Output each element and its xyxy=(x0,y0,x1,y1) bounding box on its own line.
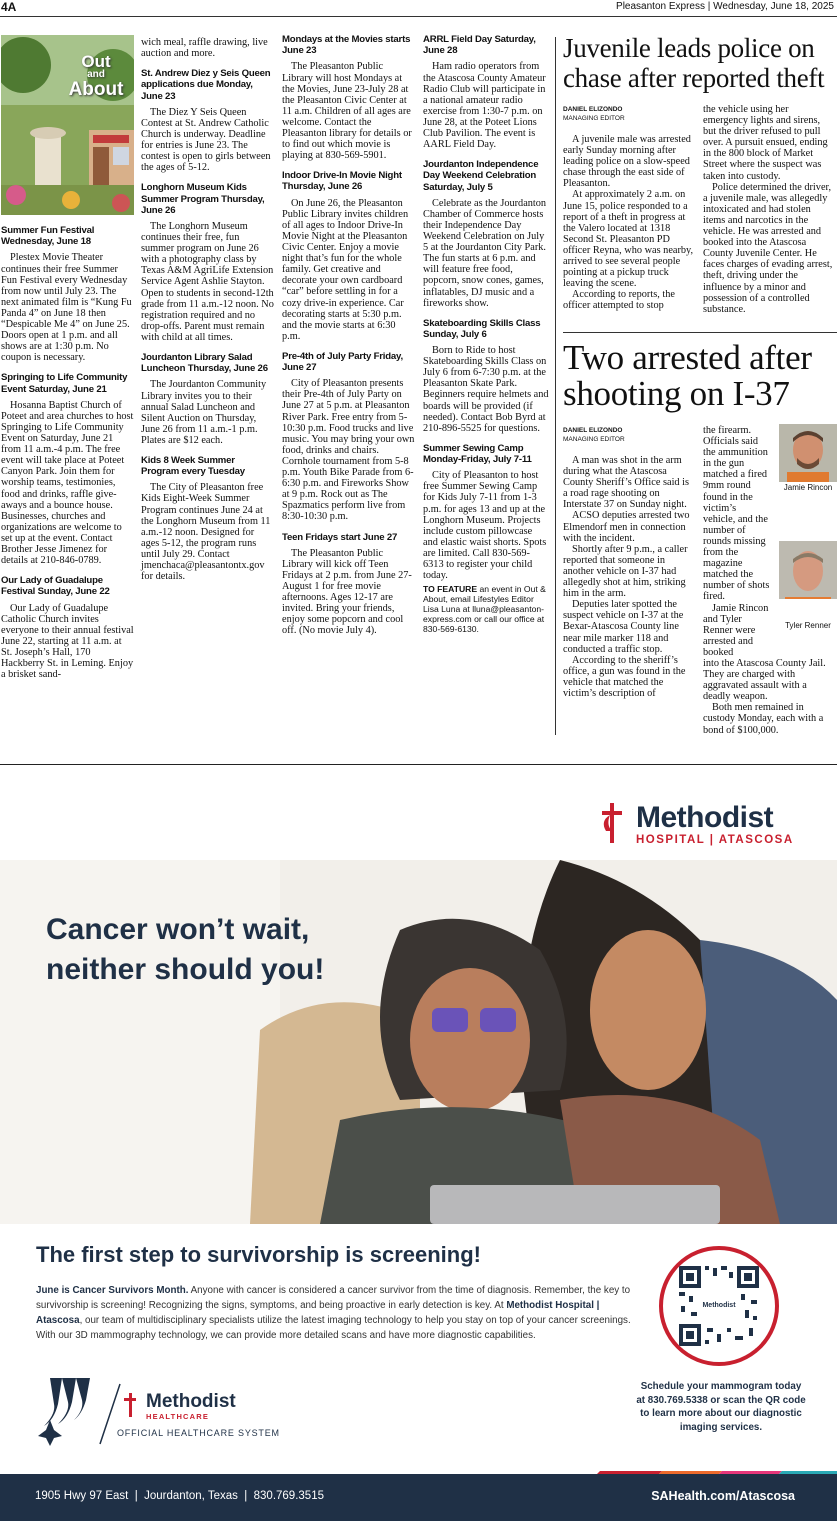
event-heading: Indoor Drive-In Movie Night Thursday, June 26 xyxy=(282,170,402,193)
event-heading: ARRL Field Day Saturday, June 28 xyxy=(423,34,536,57)
issue-date: Wednesday, June 18, 2025 xyxy=(713,1,834,12)
event-heading: Our Lady of Guadalupe Festival Sunday, June 22 xyxy=(1,575,110,598)
methodist-hospital-logo: Methodist HOSPITAL | ATASCOSA xyxy=(598,801,628,850)
event-heading: Kids 8 Week Summer Program every Tuesday xyxy=(141,454,245,478)
event-text: wich meal, raffle drawing, live auction and more. xyxy=(141,37,268,60)
event-heading: Jourdanton Independence Day Weekend Celebration Saturday, July 5 xyxy=(423,159,539,193)
out-and-about-logo: Out and About xyxy=(68,52,124,100)
event-heading: Summer Sewing Camp Monday-Friday, July 7-11 xyxy=(423,442,532,466)
event-heading: Skateboarding Skills Class Sunday, July 6 xyxy=(423,317,541,340)
story-juvenile-chase xyxy=(563,33,835,315)
event-text: The Jourdanton Community Library invites you to their annual Salad Luncheon and Silent Auction on Thursday, June 26 from 11 a.m.-1 p.m. Plates are $12 each. xyxy=(141,379,267,446)
column-divider xyxy=(555,37,556,735)
mugshot-caption: Jamie Rincon xyxy=(783,483,833,492)
byline: DANIEL ELIZONDO MANAGING EDITOR xyxy=(563,106,625,122)
event-heading: St. Andrew Diez y Seis Queen applications due Monday, June 23 xyxy=(141,68,271,102)
event-text: Plestex Movie Theater continues their free Summer Fun Festival every Wednesday from now until July 23. The next animated film is “Kung Fu Panda 4” on June 18 then “Despicable Me 4” on June 25. Doors open at 1 p.m. and all shows are at 1:30 p.m. No coupon is necessary. xyxy=(1,252,132,364)
event-heading: Springing to Life Community Event Saturday, June 21 xyxy=(1,372,128,395)
event-heading: Jourdanton Library Salad Luncheon Thursday, June 26 xyxy=(141,352,268,375)
mugshot-tyler-renner xyxy=(779,541,837,599)
event-text: Our Lady of Guadalupe Catholic Church invites everyone to their annual festival June 22, starting at 11 a.m. at St. Joseph’s Hall, 170 Hackberry St. in Leming. Enjoy a brisket sand- xyxy=(1,602,134,681)
events-column-3 xyxy=(282,34,416,637)
event-heading: Longhorn Museum Kids Summer Program Thursday, June 26 xyxy=(141,182,265,216)
story-body: A juvenile male was arrested early Sunday morning after leading police on a slow-speed chase through the east side of Pleasanton. At approximately 2 a.m. on June 15, police responded to a report of a theft in progress at the Valero located at 1318 Second St. Pleasanton PD officer Reyna, who was nearby, arrived to see several people pointing at a pickup truck leaving the scene. According to reports, the officer attempted to stop the vehicle using her emergency lights and sirens, but the driver refused to pull over. A pursuit ensued, ending in the 800 block of Market Street where the suspect was taken into custody. Police determined the driver, a juvenile male, was allegedly intoxicated and had stolen items and narcotics in the vehicle. He was arrested and booked into the Atascosa County Juvenile Center. He faces charges of evading arrest, theft, driving under the influence by a minor and possession of a controlled substance. xyxy=(563,104,833,315)
person-icon xyxy=(779,541,837,599)
mugshot-caption: Tyler Renner xyxy=(785,621,831,630)
out-and-about-illustration xyxy=(1,35,134,215)
spurs-methodist-logo: Methodist HEALTHCARE OFFICIAL HEALTHCARE SYSTEM xyxy=(36,1374,124,1451)
ad-footer-bar xyxy=(0,1474,837,1521)
cross-flame-icon xyxy=(598,801,628,845)
event-text: Born to Ride to host Skateboarding Skills Class on July 6 from 6-7:30 p.m. at the Pleasanton Skate Park. Beginners require helmets and boards will be provided (if needed). Contact Bob Byrd at 210-896-5525 for questions. xyxy=(423,345,549,434)
event-heading: Teen Fridays start June 27 xyxy=(282,531,398,543)
ad-body: June is Cancer Survivors Month. Anyone with cancer is considered a cancer survivor from the time of diagnosis. Remember, the key to survivorship is screening! Recognizing the signs, symptoms, and being proactive in early detection is key. At Methodist Hospital | Atascosa, our team of multidisciplinary specialists utilize the latest imaging technology to help you stay on top of your cancer screenings. With our 3D mammography technology, we can provide more detailed scans and have more diagnostic capabilities. xyxy=(36,1285,631,1341)
event-text: The Pleasanton Public Library will kick off Teen Fridays at 2 p.m. from June 27-August 1 for free movie afternoons. Ages 12-17 are invited. Bring your friends, enjoy some popcorn and cool off. (No movie July 4). xyxy=(282,547,412,637)
ad-title: The first step to survivorship is screening! xyxy=(36,1242,481,1267)
story-divider xyxy=(563,332,837,333)
event-heading: Pre-4th of July Party Friday, June 27 xyxy=(282,350,403,374)
events-column-4 xyxy=(423,34,549,634)
person-icon xyxy=(779,424,837,482)
spurs-icon xyxy=(36,1374,124,1446)
cross-flame-icon xyxy=(122,1392,138,1418)
event-text: City of Pleasanton presents their Pre-4th of July Party on June 27 at 5 p.m. at Pleasanton River Park. Free entry from 5-10:30 p.m. Food trucks and live music. You may bring your own food, drinks and chairs. Cornhole tournament from 5-8 p.m. Youth Bike Parade from 6-6:30 p.m. and Fireworks Show at 9 p.m. Rock out as The Spazmatics perform live from 8:30-10:30 p.m. xyxy=(282,378,415,523)
event-text: The City of Pleasanton free Kids Eight-Week Summer Program continues June 24 at the Longhorn Museum from 11 a.m.-12 noon. Designed for ages 5-12, the program runs until July 29. Contact jmenchaca@pleasantontx.gov for details. xyxy=(141,482,271,583)
hospital-address: 1905 Hwy 97 East | Jourdanton, Texas | 830.769.3515 xyxy=(35,1490,324,1502)
to-feature-note: TO FEATURE an event in Out & About, email Lifestyles Editor Lisa Luna at lluna@pleasanton-express.com or call our office at 830-569-6130. xyxy=(423,584,546,635)
event-text: The Pleasanton Public Library will host Mondays at the Movies, June 23-July 28 at the Pleasanton Civic Center at 11 a.m. Children of all ages are welcome. Contact the Pleasanton library for details or to find out which movie is playing at 830-569-5901. xyxy=(282,61,412,162)
event-text: On June 26, the Pleasanton Public Library invites children of all ages to Indoor Drive-In Movie Night at the Pleasanton Civic Center. Enjoy a movie night that’s fun for the whole family. Get creative and decorate your own cardboard “car” before settling in for a cozy drive-in experience. Car decorating starts at 5:30 p.m. and the movie starts at 6:30 p.m. xyxy=(282,197,409,342)
paper-name: Pleasanton Express xyxy=(616,1,705,12)
byline: DANIEL ELIZONDO MANAGING EDITOR xyxy=(563,427,625,443)
story-body: A man was shot in the arm during what the Atascosa County Sheriff’s Office said is a road rage shooting on Interstate 37 on Sunday night. ACSO deputies arrested two Elmendorf men in connection with the incident. Shortly after 9 p.m., a caller reported that someone in another vehicle on I-37 had allegedly shot at him, striking him in the arm. Deputies later spotted the suspect vehicle on I-37 at the Bexar-Atascosa County line near mile marker 118 and conducted a traffic stop. According to the sheriff’s office, a gun was found in the vehicle that matched the victim’s description of the firearm. Officials said the ammunition in the gun matched a fired 9mm round found in the victim’s vehicle, and the number of rounds missing from the magazine matched the number of shots fired. Jamie Rincon and Tyler Renner were arrested and booked into the Atascosa County Jail. They are charged with aggravated assault with a deadly weapon. Both men remained in custody Monday, each with a bond of $100,000. xyxy=(563,425,826,736)
ad-photo-women xyxy=(0,860,837,1224)
event-text: Celebrate as the Jourdanton Chamber of Commerce hosts their Independence Day Weekend Celebration on July 5 at the Jourdanton City Park. The fun starts at 6 p.m. and will feature free food, popcorn, snow cones, games, inflatables, DJ music and a fireworks show. xyxy=(423,197,547,309)
mugshot-jamie-rincon xyxy=(779,424,837,482)
ad-color-stripe xyxy=(592,1466,837,1474)
event-text: Ham radio operators from the Atascosa County Amateur Radio Club will participate in a national amateur radio exercise from 1:30-7 p.m. on June 28, at the Poteet Lions Club Pavilion. The event is AARL Field Day. xyxy=(423,61,546,151)
event-text: City of Pleasanton to host free Summer Sewing Camp for Kids July 7-11 from 1-3 p.m. for ages 13 and up at the Longhorn Museum. Projects include custom pillowcase and elastic waist shorts. Spots are limited. Call 830-569-6313 to register your child today. xyxy=(423,470,547,582)
headline: Juvenile leads police on chase after reported theft xyxy=(563,33,825,93)
events-column-1 xyxy=(1,225,134,681)
headline: Two arrested after shooting on I-37 xyxy=(563,338,812,413)
qr-code[interactable]: Methodist xyxy=(659,1246,779,1366)
paper-dateline: Pleasanton Express | Wednesday, June 18, 2025 xyxy=(616,1,834,12)
page-header xyxy=(0,0,837,17)
event-heading: Mondays at the Movies starts June 23 xyxy=(282,34,411,57)
hospital-website-link[interactable]: SAHealth.com/Atascosa xyxy=(651,1489,795,1503)
event-text: Hosanna Baptist Church of Poteet and area churches to host Springing to Life Community Event on Saturday, June 21 from 11 a.m.-4 p.m. The free event will take place at Poteet Canyon Park. Join them for worship teams, testimonies, food and drinks, raffle give-aways and a bounce house. Businesses, churches and organizations are welcome to set up at the event. Contact Brother Jesse Jimenez for details at 210-846-0789. xyxy=(1,399,134,567)
events-column-2 xyxy=(141,37,275,583)
event-text: The Longhorn Museum continues their free, fun summer program on June 26 with a photography class by Texas A&M AgriLife Extension Service Agent Ashlie Stayton. Open to students in second-12th grade from 11 a.m.-12 noon. No registration required and no drop-offs. Parent must remain with child at all times. xyxy=(141,220,274,343)
event-text: The Diez Y Seis Queen Contest at St. Andrew Catholic Church is underway. Deadline for entries is June 23. The contest is open to girls between the ages of 5-12. xyxy=(141,106,271,174)
story-i37-shooting xyxy=(563,340,835,736)
ad-call-to-action: Schedule your mammogram today at 830.769.5338 or scan the QR code to learn more about our diagnostic imaging services. xyxy=(636,1381,806,1433)
page-number: 4A xyxy=(1,0,17,14)
ad-headline: Cancer won’t wait, neither should you! xyxy=(46,913,325,986)
event-heading: Summer Fun Festival Wednesday, June 18 xyxy=(1,225,95,248)
